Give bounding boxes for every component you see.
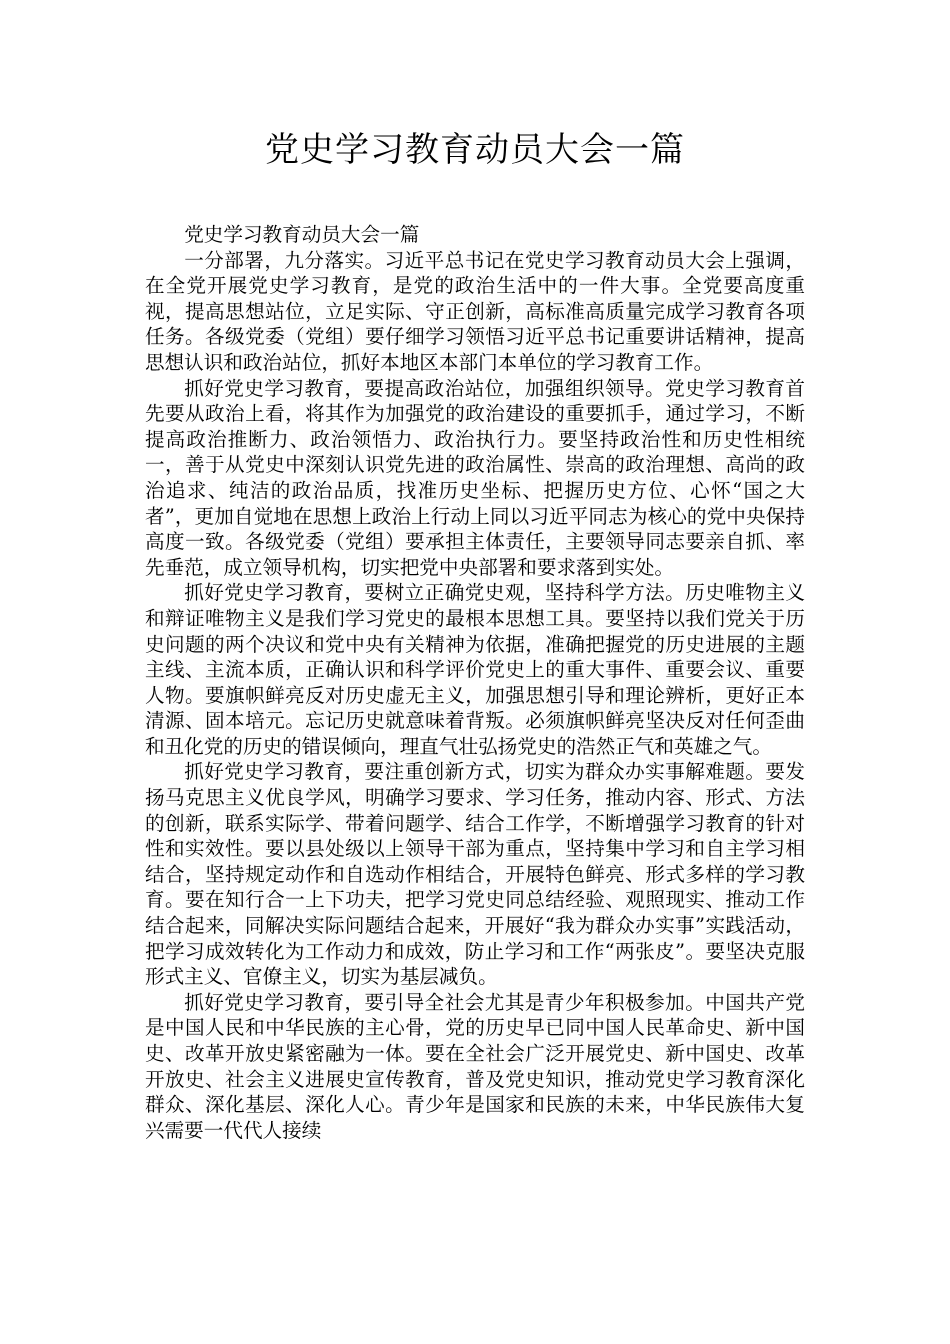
document-body xyxy=(145,222,805,1143)
paragraph-5: 抓好党史学习教育，要引导全社会尤其是青少年积极参加。中国共产党是中国人民和中华民族的主心骨，党的历史早已同中国人民革命史、新中国史、改革开放史紧密融为一体。要在全社会广泛开展党史、新中国史、改革开放史、社会主义进展史宣传教育，普及党史知识，推动党史学习教育深化群众、深化基层、深化人心。青少年是国家和民族的未来，中华民族伟大复兴需要一代代人接续 xyxy=(145,990,805,1142)
paragraph-2: 抓好党史学习教育，要提高政治站位，加强组织领导。党史学习教育首先要从政治上看，将其作为加强党的政治建设的重要抓手，通过学习，不断提高政治推断力、政治领悟力、政治执行力。要坚持政治性和历史性相统一，善于从党史中深刻认识党先进的政治属性、崇高的政治理想、高尚的政治追求、纯洁的政治品质，找准历史坐标、把握历史方位、心怀“国之大者”，更加自觉地在思想上政治上行动上同以习近平同志为核心的党中央保持高度一致。各级党委（党组）要承担主体责任，主要领导同志要亲自抓、率先垂范，成立领导机构，切实把党中央部署和要求落到实处。 xyxy=(145,376,805,579)
paragraph-1: 一分部署，九分落实。习近平总书记在党史学习教育动员大会上强调，在全党开展党史学习教育，是党的政治生活中的一件大事。全党要高度重视，提高思想站位，立足实际、守正创新，高标准高质量完成学习教育各项任务。各级党委（党组）要仔细学习领悟习近平总书记重要讲话精神，提高思想认识和政治站位，抓好本地区本部门本单位的学习教育工作。 xyxy=(145,248,805,374)
document-title: 党史学习教育动员大会一篇 xyxy=(265,130,685,170)
paragraph-3: 抓好党史学习教育，要树立正确党史观，坚持科学方法。历史唯物主义和辩证唯物主义是我们学习党史的最根本思想工具。要坚持以我们党关于历史问题的两个决议和党中央有关精神为依据，准确把握党的历史进展的主题主线、主流本质，正确认识和科学评价党史上的重大事件、重要会议、重要人物。要旗帜鲜亮反对历史虚无主义，加强思想引导和理论辨析，更好正本清源、固本培元。忘记历史就意味着背叛。必须旗帜鲜亮坚决反对任何歪曲和丑化党的历史的错误倾向，理直气壮弘扬党史的浩然正气和英雄之气。 xyxy=(145,581,805,758)
paragraph-4: 抓好党史学习教育，要注重创新方式，切实为群众办实事解难题。要发扬马克思主义优良学风，明确学习要求、学习任务，推动内容、形式、方法的创新，联系实际学、带着问题学、结合工作学，不断增强学习教育的针对性和实效性。要以县处级以上领导干部为重点，坚持集中学习和自主学习相结合，坚持规定动作和自选动作相结合，开展特色鲜亮、形式多样的学习教育。要在知行合一上下功夫，把学习党史同总结经验、观照现实、推动工作结合起来，同解决实际问题结合起来，开展好“我为群众办实事”实践活动，把学习成效转化为工作动力和成效，防止学习和工作“两张皮”。要坚决克服形式主义、官僚主义，切实为基层减负。 xyxy=(145,760,805,989)
paragraph-subtitle: 党史学习教育动员大会一篇 xyxy=(184,223,420,246)
